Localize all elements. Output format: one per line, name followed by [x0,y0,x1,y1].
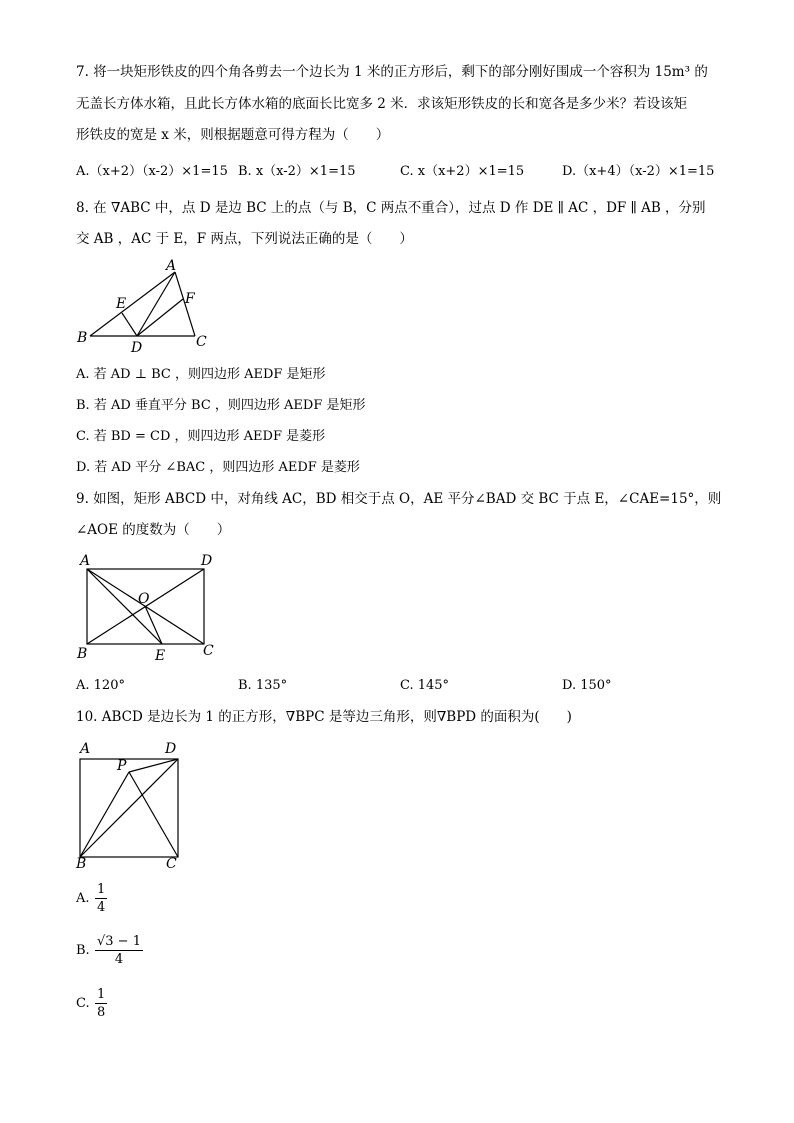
q8-label-f: F [185,291,195,307]
q10-option-b-denominator: 4 [114,952,124,967]
q10-label-b: B [76,856,87,872]
q10-option-a-denominator: 4 [97,900,106,915]
q7-text-line-2: 无盖长方体水箱，且此长方体水箱的底面长比宽多 2 米．求该矩形铁皮的长和宽各是多少米？若设该矩 [76,96,688,112]
q7-option-b: B. x（x-2）×1=15 [238,164,356,179]
q9-option-c: C. 145° [400,678,450,693]
q10-option-c-label: C. [76,996,90,1011]
q8-label-a: A [166,258,177,274]
q8-text-line-1: 8. 在 ∇ABC 中，点 D 是边 BC 上的点（与 B，C 两点不重合），过点 D 作 DE ∥ AC ，DF ∥ AB ，分别 [76,200,706,216]
q7-text-line-1: 7. 将一块矩形铁皮的四个角各剪去一个边长为 1 米的正方形后，剩下的部分刚好围成一个容积为 15m³ 的 [76,64,708,80]
q9-text-line-2: ∠AOE 的度数为（ ） [76,522,231,538]
q10-option-a-numerator: 1 [97,882,106,897]
q9-option-b: B. 135° [238,678,288,693]
q7-option-d: D.（x+4）（x-2）×1=15 [562,164,715,179]
q9-label-e: E [155,648,166,664]
q10-option-b-numerator: √3 − 1 [97,934,141,949]
q10-label-c: C [166,856,177,872]
q10-option-b-label: B. [76,943,90,958]
q9-label-c: C [203,643,214,659]
q10-text-line-1: 10. ABCD 是边长为 1 的正方形，∇BPC 是等边三角形，则∇BPD 的面积为( ) [76,709,572,725]
q10-label-p: P [117,758,127,774]
q9-text-line-1: 9. 如图，矩形 ABCD 中，对角线 AC，BD 相交于点 O，AE 平分∠BAD 交 BC 于点 E，∠CAE=15°，则 [76,491,722,507]
q7-option-c: C. x（x+2）×1=15 [400,164,525,179]
q8-label-b: B [77,330,88,346]
q10-label-a: A [80,741,91,757]
q8-triangle-figure [70,256,220,356]
q8-label-d: D [131,340,143,356]
q7-option-a: A.（x+2）（x-2）×1=15 [76,164,228,179]
q10-option-c-fraction [95,986,107,1021]
q10-option-a-label: A. [76,891,90,906]
q8-option-b: B. 若 AD 垂直平分 BC ，则四边形 AEDF 是矩形 [76,398,366,413]
q10-option-a-fraction [95,881,107,916]
q8-label-c: C [196,334,207,350]
q9-label-b: B [77,646,88,662]
q9-option-a: A. 120° [76,678,125,693]
q9-label-a: A [80,553,91,569]
q8-option-a: A. 若 AD ⊥ BC ，则四边形 AEDF 是矩形 [76,367,326,382]
q9-label-o: O [138,591,150,607]
q8-option-c: C. 若 BD = CD ，则四边形 AEDF 是菱形 [76,429,326,444]
q8-label-e: E [116,296,127,312]
q9-label-d: D [201,553,213,569]
q10-square-figure [70,737,190,872]
q9-option-d: D. 150° [562,678,612,693]
q8-text-line-2: 交 AB ，AC 于 E，F 两点，下列说法正确的是（ ） [76,231,413,247]
q10-label-d: D [165,741,177,757]
q10-option-c-numerator: 1 [97,987,106,1002]
q9-rectangle-figure [70,550,230,666]
q7-text-line-3: 形铁皮的宽是 x 米，则根据题意可得方程为（ ） [76,127,390,143]
q10-option-c-denominator: 8 [97,1005,106,1020]
q8-option-d: D. 若 AD 平分 ∠BAC ，则四边形 AEDF 是菱形 [76,460,360,475]
q10-option-b-fraction [95,933,143,968]
